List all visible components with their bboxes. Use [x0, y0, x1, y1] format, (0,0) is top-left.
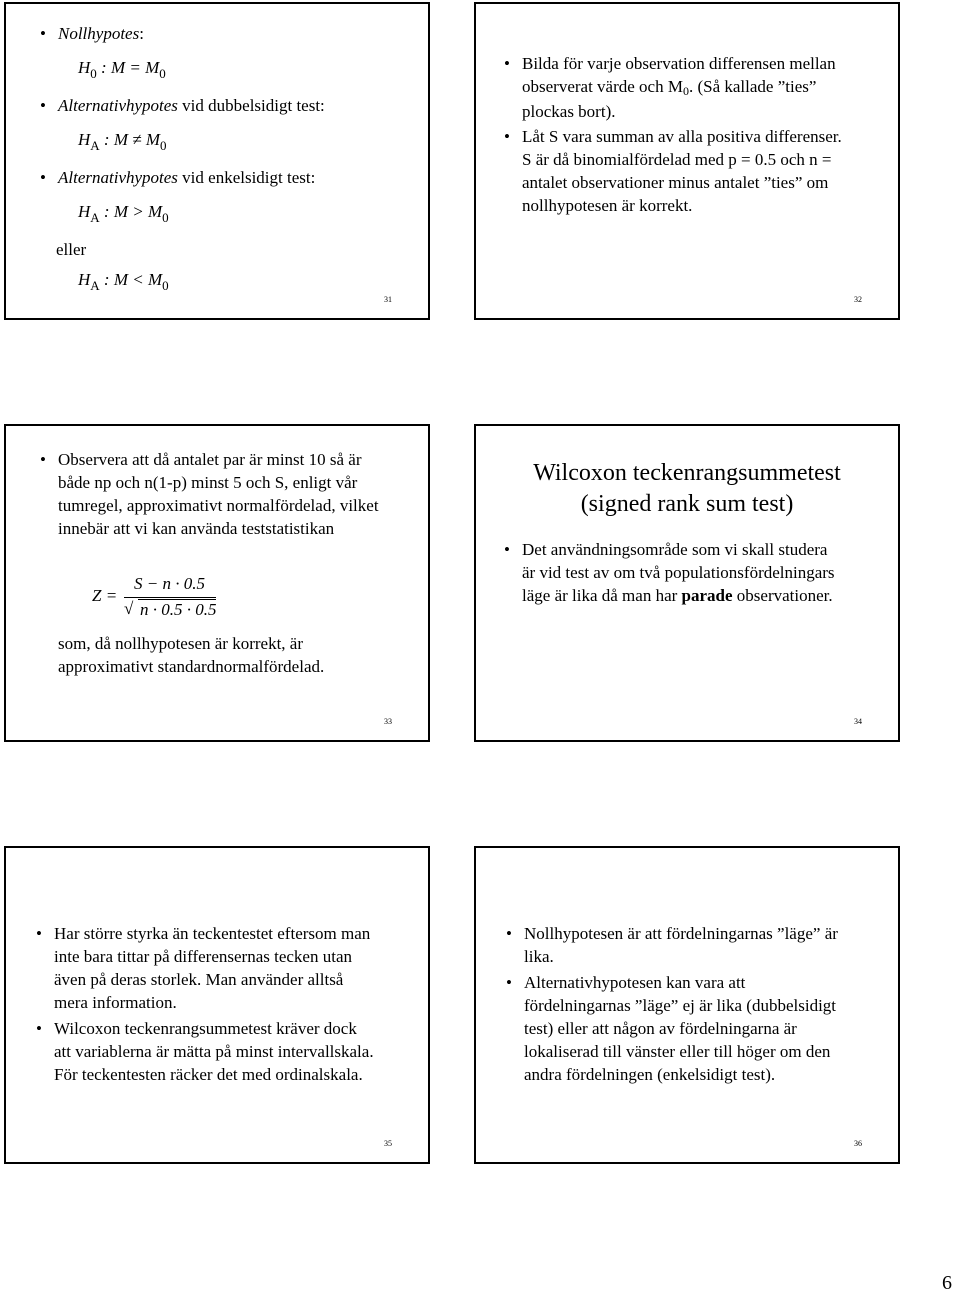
slide-36 — [474, 846, 900, 1164]
term: Alternativhypotes — [58, 96, 178, 115]
item-emphasis: parade — [681, 586, 733, 605]
slide-33-outro: som, då nollhypotesen är korrekt, är approximativt standardnormalfördelad. — [58, 634, 325, 676]
formula-symbol: H — [78, 270, 91, 289]
formula-symbol: H — [78, 58, 91, 77]
list-item — [506, 971, 850, 1086]
slide-35-list — [36, 922, 376, 1086]
item-text: vid dubbelsidigt test: — [177, 96, 325, 115]
item-text-after: observationer. — [732, 586, 833, 605]
list-item — [40, 22, 420, 45]
list-item — [40, 166, 420, 189]
term: Alternativhypotes — [58, 168, 178, 187]
list-item — [504, 125, 854, 217]
list-item — [36, 922, 376, 1014]
slide-number: 36 — [854, 1139, 862, 1148]
formula-subscript: 0 — [159, 66, 166, 81]
item-text: Bilda för varje observation differensen mellan observerat värde och M — [522, 54, 836, 96]
list-item — [504, 52, 854, 123]
formula-z-root-sign: √ — [124, 599, 134, 618]
formula-symbol: H — [78, 130, 91, 149]
slide-number: 31 — [384, 295, 392, 304]
formula-ha-less — [78, 270, 169, 293]
formula-ha-greater — [78, 202, 169, 225]
formula-subscript: A — [90, 138, 100, 153]
item-text: Alternativhypotesen kan vara att fördelningarnas ”läge” ej är lika (dubbelsidigt test) eller att någon av fördelningarna är lokaliserad till vänster eller till höger om den andra fördelningen (enkelsidigt test). — [524, 973, 837, 1084]
formula-ha-two-sided — [78, 130, 167, 153]
formula-body: : M < M — [99, 270, 163, 289]
item-text: Har större styrka än teckentestet eftersom man inte bara tittar på differensernas tecken utan även på deras storlek. Man använder alltså mera information. — [54, 924, 371, 1012]
title-line-2: (signed rank sum test) — [580, 491, 794, 517]
slide-36-list — [506, 922, 850, 1086]
slide-number: 35 — [384, 1139, 392, 1148]
slide-34-list — [504, 538, 844, 607]
formula-z-fraction-bar — [124, 597, 216, 598]
list-item — [40, 448, 382, 540]
list-item — [506, 922, 850, 968]
item-text: Observera att då antalet par är minst 10 så är både np och n(1-p) minst 5 och S, enligt vår tumregel, approximativt normalfördelad, vilket innebär att vi kan använda teststatistikan — [58, 450, 379, 538]
formula-subscript: 0 — [162, 278, 169, 293]
term: Nollhypotes — [58, 24, 140, 43]
formula-h0 — [78, 58, 166, 81]
formula-z-lhs: Z = — [92, 586, 118, 605]
slide-31-list-3 — [40, 166, 420, 189]
formula-z-denominator: n · 0.5 · 0.5 — [140, 600, 217, 619]
formula-body: : M ≠ M — [99, 130, 160, 149]
list-item — [504, 538, 844, 607]
item-text: vid enkelsidigt test: — [177, 168, 316, 187]
formula-symbol: H — [78, 202, 91, 221]
list-item — [36, 1017, 376, 1086]
formula-subscript: A — [90, 210, 100, 225]
formula-subscript: A — [90, 278, 100, 293]
slide-31-list-2 — [40, 94, 420, 117]
slide-number: 34 — [854, 717, 862, 726]
formula-z-numerator: S − n · 0.5 — [134, 574, 205, 593]
slide-32-list — [504, 52, 854, 217]
slide-31-list — [40, 22, 420, 45]
item-text: : — [139, 24, 144, 43]
slide-32 — [474, 2, 900, 320]
slide-35 — [4, 846, 430, 1164]
slide-34 — [474, 424, 900, 742]
slide-34-title — [476, 458, 898, 520]
item-text: Låt S vara summan av alla positiva differenser. S är då binomialfördelad med p = 0.5 och n = antalet observationer minus antalet ”ties” om nollhypotesen är korrekt. — [522, 127, 842, 215]
item-text: Det användningsområde som vi skall studera är vid test av om två populationsfördelningars läge är lika då man har — [522, 540, 835, 605]
slide-31 — [4, 2, 430, 320]
item-text-after: . (Så kallade ”ties” plockas bort). — [522, 77, 817, 121]
or-label: eller — [56, 240, 87, 259]
formula-body: : M = M — [96, 58, 160, 77]
page-number: 6 — [942, 1272, 952, 1294]
slide-number: 33 — [384, 717, 392, 726]
title-line-1: Wilcoxon teckenrangsummetest — [533, 460, 841, 486]
item-text: Wilcoxon teckenrangsummetest kräver dock att variablerna är mätta på minst intervallskala. För teckentesten räcker det med ordinalskala. — [54, 1019, 374, 1084]
formula-subscript: 0 — [160, 138, 167, 153]
formula-subscript: 0 — [162, 210, 169, 225]
slide-33-list — [40, 448, 382, 540]
item-subscript: 0 — [682, 84, 689, 98]
list-item — [40, 94, 420, 117]
item-text: Nollhypotesen är att fördelningarnas ”läge” är lika. — [524, 924, 838, 966]
slide-number: 32 — [854, 295, 862, 304]
formula-subscript: 0 — [90, 66, 97, 81]
formula-body: : M > M — [99, 202, 163, 221]
slide-33 — [4, 424, 430, 742]
